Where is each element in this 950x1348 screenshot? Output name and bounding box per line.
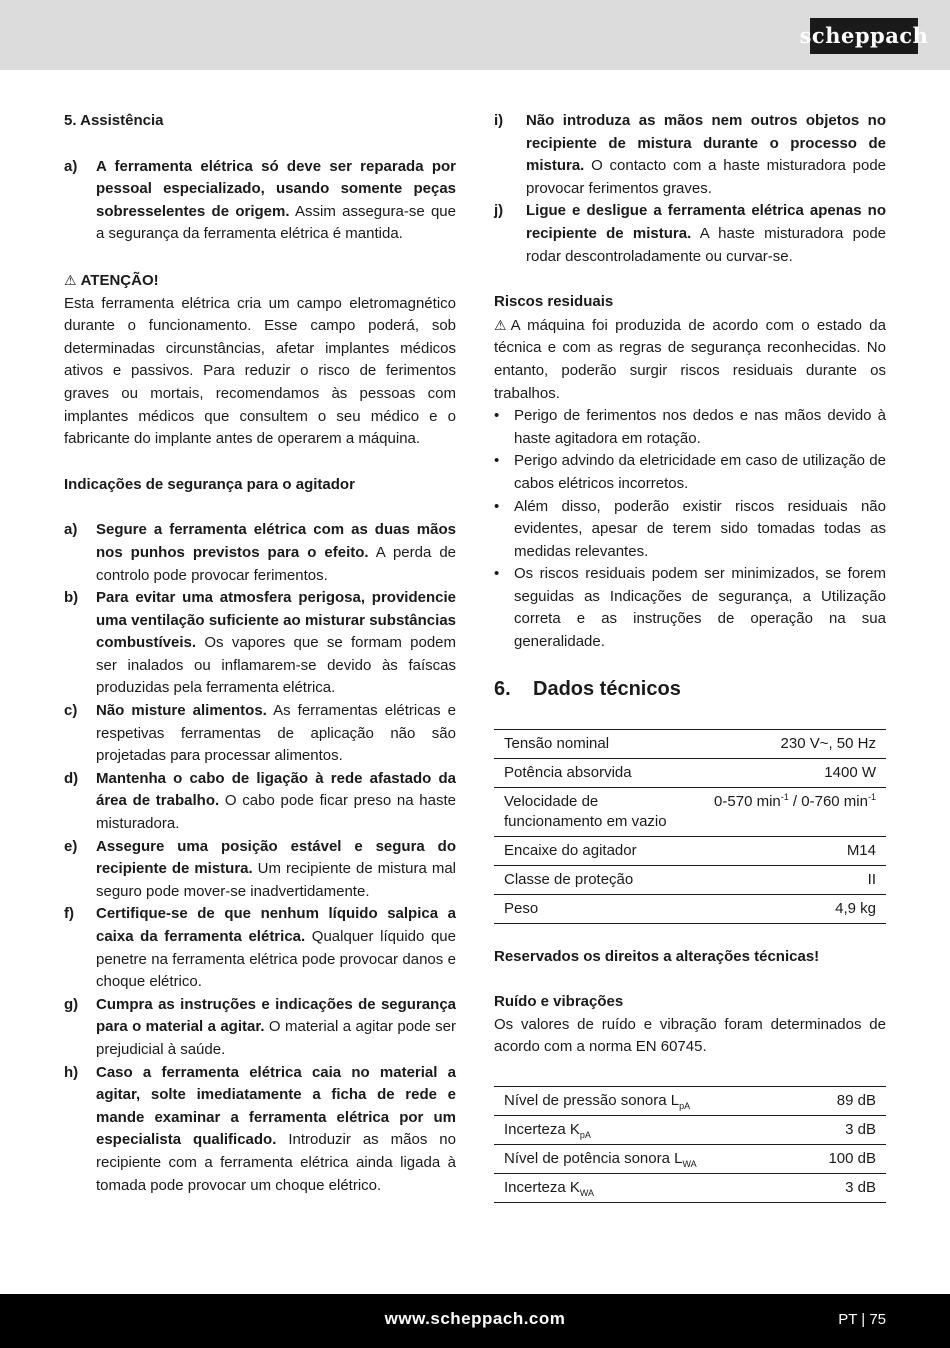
safety-heading: Indicações de segurança para o agitador bbox=[64, 475, 355, 493]
safety-item bbox=[64, 836, 456, 904]
header-bar bbox=[0, 0, 950, 70]
item-label: a) bbox=[64, 521, 78, 539]
table-cell-value: 1400 W bbox=[704, 758, 886, 787]
tech-data-title bbox=[494, 676, 886, 702]
item-bold-text: Certifique-se de que nenhum líquido salpica a caixa da ferramenta elétrica. bbox=[96, 905, 456, 945]
safety-item bbox=[64, 587, 456, 700]
item-plain-text: Qualquer líquido que penetre na ferramenta elétrica pode provocar danos e choque elétrico. bbox=[96, 928, 456, 991]
item-label: g) bbox=[64, 995, 79, 1013]
table-cell-label: Encaixe do agitador bbox=[494, 836, 704, 865]
label-subscript: WA bbox=[682, 1159, 697, 1170]
item-label: e) bbox=[64, 837, 78, 855]
item-text bbox=[96, 519, 456, 587]
item-text bbox=[96, 903, 456, 993]
footer-bar bbox=[0, 1294, 950, 1348]
table-cell-label bbox=[494, 1145, 791, 1174]
table-cell-value bbox=[704, 787, 886, 836]
list-item bbox=[494, 563, 886, 653]
bullet-icon: • bbox=[494, 565, 500, 583]
item-plain-text: Assim assegura-se que a segurança da ferramenta elétrica é mantida. bbox=[96, 202, 456, 243]
value-exponent: -1 bbox=[867, 791, 876, 802]
list-item-text: Perigo de ferimentos nos dedos e nas mãos devido à haste agitadora em rotação. bbox=[514, 407, 886, 447]
item-bold-text: Cumpra as instruções e indicações de segurança para o material a agitar. bbox=[96, 995, 456, 1036]
table-row bbox=[494, 865, 886, 894]
value-exponent: -1 bbox=[780, 791, 789, 802]
tech-data-table bbox=[494, 729, 886, 924]
table-row bbox=[494, 787, 886, 836]
item-text bbox=[526, 200, 886, 268]
item-bold-text: Segure a ferramenta elétrica com as duas mãos nos punhos previstos para o efeito. bbox=[96, 521, 456, 561]
item-plain-text: O cabo pode ficar preso na haste misturadora. bbox=[96, 792, 456, 833]
table-cell-label: Tensão nominal bbox=[494, 729, 704, 758]
item-text bbox=[96, 768, 456, 836]
item-label: a) bbox=[64, 157, 78, 175]
table-cell-value: 230 V~, 50 Hz bbox=[704, 729, 886, 758]
list-item-text: Os riscos residuais podem ser minimizados, se forem seguidas as Indicações de segurança, a Utilização correta e as instruções de operação na sua generalidade. bbox=[514, 565, 886, 651]
table-row bbox=[494, 1116, 886, 1145]
table-cell-value: 4,9 kg bbox=[704, 894, 886, 923]
table-cell-value: M14 bbox=[704, 836, 886, 865]
reserved-rights-note: Reservados os direitos a alterações técnicas! bbox=[494, 947, 820, 965]
section-title-text: Dados técnicos bbox=[533, 677, 681, 700]
right-column bbox=[494, 110, 886, 1203]
item-bold-text: Não introduza as mãos nem outros objetos no recipiente de mistura durante o processo de mistura. bbox=[526, 112, 886, 175]
item-text bbox=[526, 110, 886, 200]
item-plain-text: Um recipiente de mistura mal seguro pode mover-se inadvertidamente. bbox=[96, 860, 456, 900]
value-part: / 0-760 min bbox=[788, 792, 868, 810]
table-row bbox=[494, 1145, 886, 1174]
item-text bbox=[96, 156, 456, 246]
item-text bbox=[96, 587, 456, 700]
warning-text: Esta ferramenta elétrica cria um campo eletromagnético durante o funcionamento. Esse campo poderá, sob determinadas circunstâncias, afetar implantes médicos ativos e passivos. Para reduzir o risco de ferimentos graves ou mortais, recomendamos às pessoas com implantes médicos que consultem o seu médico e o fabricante do implante antes de operarem a máquina. bbox=[64, 294, 456, 448]
bullet-icon: • bbox=[494, 452, 500, 470]
list-item-text: Além disso, poderão existir riscos residuais não evidentes, apesar de terem sido tomadas todas as medidas relevantes. bbox=[514, 497, 886, 560]
table-cell-label: Classe de proteção bbox=[494, 865, 704, 894]
noise-text: Os valores de ruído e vibração foram determinados de acordo com a norma EN 60745. bbox=[494, 1015, 886, 1056]
table-cell-label bbox=[494, 1174, 791, 1203]
footer-website-link[interactable]: www.scheppach.com bbox=[384, 1309, 566, 1328]
warning-heading bbox=[64, 269, 456, 293]
list-item-text: Perigo advindo da eletricidade em caso de utilização de cabos elétricos incorretos. bbox=[514, 452, 886, 492]
label-subscript: pA bbox=[679, 1101, 691, 1112]
label-text: Nível de pressão sonora L bbox=[504, 1092, 680, 1110]
brand-logo: scheppach bbox=[810, 18, 918, 54]
item-label: j) bbox=[494, 202, 504, 220]
table-row bbox=[494, 836, 886, 865]
list-item bbox=[494, 405, 886, 450]
item-label: c) bbox=[64, 702, 78, 720]
safety-item bbox=[494, 200, 886, 268]
list-item bbox=[494, 496, 886, 564]
table-row bbox=[494, 758, 886, 787]
warning-icon: ⚠ bbox=[494, 316, 507, 333]
item-bold-text: Para evitar uma atmosfera perigosa, providencie uma ventilação suficiente ao misturar substâncias combustíveis. bbox=[96, 589, 456, 652]
table-cell-value: 100 dB bbox=[791, 1145, 886, 1174]
section-number: 6. bbox=[494, 677, 511, 700]
table-row bbox=[494, 1087, 886, 1116]
safety-item bbox=[64, 519, 456, 587]
item-bold-text: Mantenha o cabo de ligação à rede afastado da área de trabalho. bbox=[96, 769, 456, 810]
residual-risks-list bbox=[494, 405, 886, 654]
item-plain-text: O contacto com a haste misturadora pode provocar ferimentos graves. bbox=[526, 157, 886, 197]
bullet-icon: • bbox=[494, 407, 500, 425]
label-text: Incerteza K bbox=[504, 1121, 580, 1139]
label-text: Incerteza K bbox=[504, 1179, 580, 1197]
safety-item bbox=[64, 903, 456, 993]
table-cell-value: 3 dB bbox=[791, 1116, 886, 1145]
table-cell-label: Peso bbox=[494, 894, 704, 923]
item-plain-text: As ferramentas elétricas e respetivas ferramentas de aplicação não são projetadas para processar alimentos. bbox=[96, 702, 457, 765]
warning-icon: ⚠ bbox=[64, 271, 77, 288]
item-plain-text: A haste misturadora pode rodar descontroladamente ou curvar-se. bbox=[526, 224, 886, 265]
item-label: h) bbox=[64, 1063, 79, 1081]
safety-item bbox=[64, 994, 456, 1062]
table-cell-value: II bbox=[704, 865, 886, 894]
table-cell-label: Velocidade de funcionamento em vazio bbox=[494, 787, 704, 836]
safety-item bbox=[64, 768, 456, 836]
item-bold-text: A ferramenta elétrica só deve ser reparada por pessoal especializado, usando somente peças sobresselentes de origem. bbox=[96, 157, 456, 220]
safety-item bbox=[494, 110, 886, 200]
table-cell-label bbox=[494, 1087, 791, 1116]
item-label: d) bbox=[64, 769, 79, 787]
noise-heading: Ruído e vibrações bbox=[494, 993, 624, 1011]
label-subscript: pA bbox=[579, 1130, 591, 1141]
page-number: PT | 75 bbox=[838, 1311, 886, 1328]
table-row bbox=[494, 894, 886, 923]
table-cell-value: 89 dB bbox=[791, 1087, 886, 1116]
item-text bbox=[96, 700, 456, 768]
safety-item bbox=[64, 700, 456, 768]
label-subscript: WA bbox=[579, 1188, 595, 1199]
item-text bbox=[96, 994, 456, 1062]
assistance-heading: 5. Assistência bbox=[64, 112, 164, 129]
item-plain-text: Introduzir as mãos no recipiente com a ferramenta elétrica ainda ligada à tomada pode provocar um choque elétrico. bbox=[96, 1131, 456, 1194]
item-bold-text: Caso a ferramenta elétrica caia no material a agitar, solte imediatamente a ficha de rede e mande examinar a ferramenta elétrica por um especialista qualificado. bbox=[96, 1063, 456, 1149]
item-bold-text: Assegure uma posição estável e segura do recipiente de mistura. bbox=[96, 837, 456, 878]
value-part: 0-570 min bbox=[714, 792, 781, 810]
residual-intro-text: A máquina foi produzida de acordo com o estado da técnica e com as regras de segurança reconhecidas. No entanto, poderão surgir riscos residuais durante os trabalhos. bbox=[494, 316, 886, 402]
item-label: f) bbox=[64, 905, 74, 923]
item-plain-text: A perda de controlo pode provocar ferimentos. bbox=[96, 543, 456, 584]
assistance-item bbox=[64, 156, 456, 246]
item-text bbox=[96, 1062, 456, 1198]
table-row bbox=[494, 729, 886, 758]
item-label: b) bbox=[64, 589, 79, 607]
item-plain-text: O material a agitar pode ser prejudicial à saúde. bbox=[96, 1018, 457, 1058]
warning-heading-text: ATENÇÃO! bbox=[80, 271, 159, 289]
item-bold-text: Ligue e desligue a ferramenta elétrica apenas no recipiente de mistura. bbox=[526, 202, 886, 242]
table-row bbox=[494, 1174, 886, 1203]
left-column bbox=[64, 110, 456, 1197]
table-cell-value: 3 dB bbox=[791, 1174, 886, 1203]
item-label: i) bbox=[494, 112, 504, 129]
residual-risks-heading: Riscos residuais bbox=[494, 293, 614, 311]
residual-risks-intro bbox=[494, 314, 886, 405]
table-cell-label bbox=[494, 1116, 791, 1145]
safety-list bbox=[64, 519, 456, 1197]
bullet-icon: • bbox=[494, 497, 500, 515]
item-text bbox=[96, 836, 456, 904]
table-cell-label: Potência absorvida bbox=[494, 758, 704, 787]
label-text: Nível de potência sonora L bbox=[504, 1150, 683, 1168]
item-bold-text: Não misture alimentos. bbox=[96, 702, 267, 720]
noise-table bbox=[494, 1086, 886, 1203]
list-item bbox=[494, 450, 886, 495]
safety-item bbox=[64, 1062, 456, 1198]
item-plain-text: Os vapores que se formam podem ser inalados ou inflamarem-se devido às faíscas produzidas pela ferramenta elétrica. bbox=[96, 634, 456, 697]
